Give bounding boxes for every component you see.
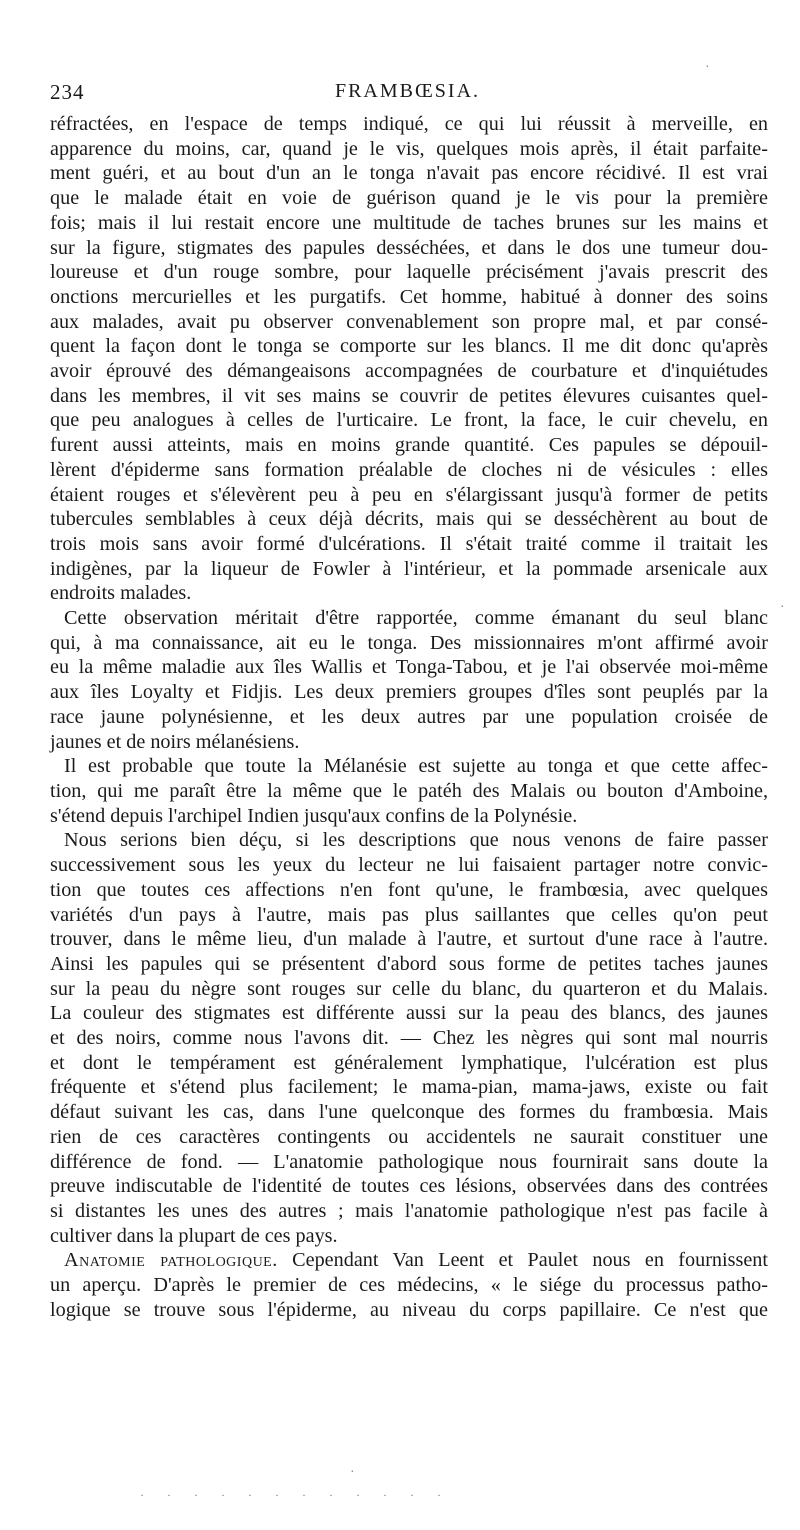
text-line: eu la même maladie aux îles Wallis et Tonga-Tabou, et je l'ai observée moi-même	[50, 656, 768, 679]
text-line: fréquente et s'étend plus facilement; le mama-pian, mama-jaws, existe ou fait	[50, 1076, 768, 1099]
text-line: défaut suivant les cas, dans l'une quelconque des formes du frambœsia. Mais	[50, 1101, 768, 1124]
text-line: successivement sous les yeux du lecteur ne lui faisaient partager notre convic-	[50, 854, 768, 877]
text-line: que le malade était en voie de guérison quand je le vis pour la première	[50, 187, 768, 210]
text-line: étaient rouges et s'élevèrent peu à peu en s'élargissant jusqu'à former de petits	[50, 483, 768, 506]
text-line: aux îles Loyalty et Fidjis. Les deux premiers groupes d'îles sont peuplés par la	[50, 681, 768, 704]
text-line: Il est probable que toute la Mélanésie est sujette au tonga et que cette affec-	[64, 755, 768, 778]
text-line: fois; mais il lui restait encore une multitude de taches brunes sur les mains et	[50, 211, 768, 234]
text-line: loureuse et d'un rouge sombre, pour laquelle précisément j'avais prescrit des	[50, 261, 768, 284]
page-header	[50, 80, 765, 110]
text-line: Ainsi les papules qui se présentent d'abord sous forme de petites taches jaunes	[50, 952, 768, 975]
text-line: La couleur des stigmates est différente aussi sur la peau des blancs, des jaunes	[50, 1002, 768, 1025]
paragraph-conclusion	[50, 828, 768, 1248]
text-line: s'étend depuis l'archipel Indien jusqu'aux confins de la Polynésie.	[50, 804, 578, 827]
text-line: endroits malades.	[50, 582, 192, 605]
paragraph-anatomy	[50, 1248, 768, 1322]
text-line: trois mois sans avoir formé d'ulcérations. Il s'était traité comme il traitait les	[50, 532, 768, 555]
text-line: onctions mercurielles et les purgatifs. Cet homme, habitué à donner des soins	[50, 285, 768, 308]
text-line: dans les membres, il vit ses mains se couvrir de petites élevures cuisantes quel-	[50, 384, 768, 407]
running-title: FRAMBŒSIA.	[334, 80, 481, 102]
text-line: trouver, dans le même lieu, d'un malade à l'autre, et surtout d'une race à l'autre.	[50, 928, 768, 951]
paragraph-continuation	[50, 112, 768, 606]
text-line: réfractées, en l'espace de temps indiqué, ce qui lui réussit à merveille, en	[50, 113, 768, 135]
print-speck: ·	[780, 600, 785, 615]
section-heading: Anatomie pathologique.	[64, 1249, 278, 1272]
text-line: apparence du moins, car, quand je le vis, quelques mois après, il était parfaite-	[50, 137, 768, 160]
text-line: qui, à ma connaissance, ait eu le tonga. Des missionnaires m'ont affirmé avoir	[50, 631, 768, 654]
text-line: rien de ces caractères contingents ou accidentels ne saurait constituer une	[50, 1125, 768, 1148]
text-line: sur la figure, stigmates des papules desséchées, et dans le dos une tumeur dou-	[50, 236, 768, 259]
text-line: quent la façon dont le tonga se comporte sur les blancs. Il me dit donc qu'après	[50, 335, 768, 358]
text-line: différence de fond. — L'anatomie pathologique nous fournirait sans doute la	[50, 1150, 768, 1173]
text-line: avoir éprouvé des démangeaisons accompagnées de courbature et d'inquiétudes	[50, 360, 768, 383]
text-line: preuve indiscutable de l'identité de toutes ces lésions, observées dans des contrées	[50, 1175, 768, 1198]
text-line: sur la peau du nègre sont rouges sur celle du blanc, du quarteron et du Malais.	[50, 977, 768, 1000]
paragraph-observation	[50, 606, 768, 754]
text-line: que peu analogues à celles de l'urticaire. Le front, la face, le cuir chevelu, en	[50, 409, 768, 432]
print-speck: ·	[705, 60, 710, 75]
text-line: et des noirs, comme nous l'avons dit. — Chez les nègres qui sont mal nourris	[50, 1027, 768, 1050]
page-number: 234	[50, 80, 85, 104]
text-line: Nous serions bien déçu, si les descriptions que nous venons de faire passer	[64, 829, 768, 852]
text-line: tion, qui me paraît être la même que le patéh des Malais ou bouton d'Amboine,	[50, 779, 768, 802]
text-line: si distantes les unes des autres ; mais l'anatomie pathologique n'est pas facile à	[50, 1199, 768, 1222]
text-line: furent aussi atteints, mais en moins grande quantité. Ces papules se dépouil-	[50, 434, 768, 457]
text-line: jaunes et de noirs mélanésiens.	[50, 730, 300, 753]
text-line: cultiver dans la plupart de ces pays.	[50, 1224, 338, 1247]
paragraph-melanesia	[50, 754, 768, 828]
text-line: tion que toutes ces affections n'en font qu'une, le frambœsia, avec quelques	[50, 878, 768, 901]
text-line: tubercules semblables à ceux déjà décrits, mais qui se desséchèrent au bout de	[50, 508, 768, 531]
text-line: lèrent d'épiderme sans formation préalable de cloches ni de vésicules : elles	[50, 458, 768, 481]
scan-noise: · · · · · · · · · · · ·	[140, 1488, 451, 1502]
text-line: indigènes, par la liqueur de Fowler à l'intérieur, et la pommade arsenicale aux	[50, 557, 768, 580]
text-fragment: Cependant Van Leent et Paulet nous en fournissent	[277, 1249, 768, 1272]
text-line: ment guéri, et au bout d'un an le tonga n'avait pas encore récidivé. Il est vrai	[50, 162, 768, 185]
text-line: aux malades, avait pu observer convenablement son propre mal, et par consé-	[50, 310, 768, 333]
text-line: race jaune polynésienne, et les deux autres par une population croisée de	[50, 705, 768, 728]
body-text	[50, 112, 768, 1322]
text-line: logique se trouve sous l'épiderme, au niveau du corps papillaire. Ce n'est que	[50, 1298, 768, 1321]
text-line	[50, 1248, 768, 1273]
text-line: variétés d'un pays à l'autre, mais pas plus saillantes que celles qu'on peut	[50, 903, 768, 926]
text-line: et dont le tempérament est généralement lymphatique, l'ulcération est plus	[50, 1051, 768, 1074]
text-line: Cette observation méritait d'être rapportée, comme émanant du seul blanc	[64, 607, 768, 630]
print-speck: ·	[350, 1465, 355, 1480]
text-line: un aperçu. D'après le premier de ces médecins, « le siége du processus patho-	[50, 1274, 768, 1297]
